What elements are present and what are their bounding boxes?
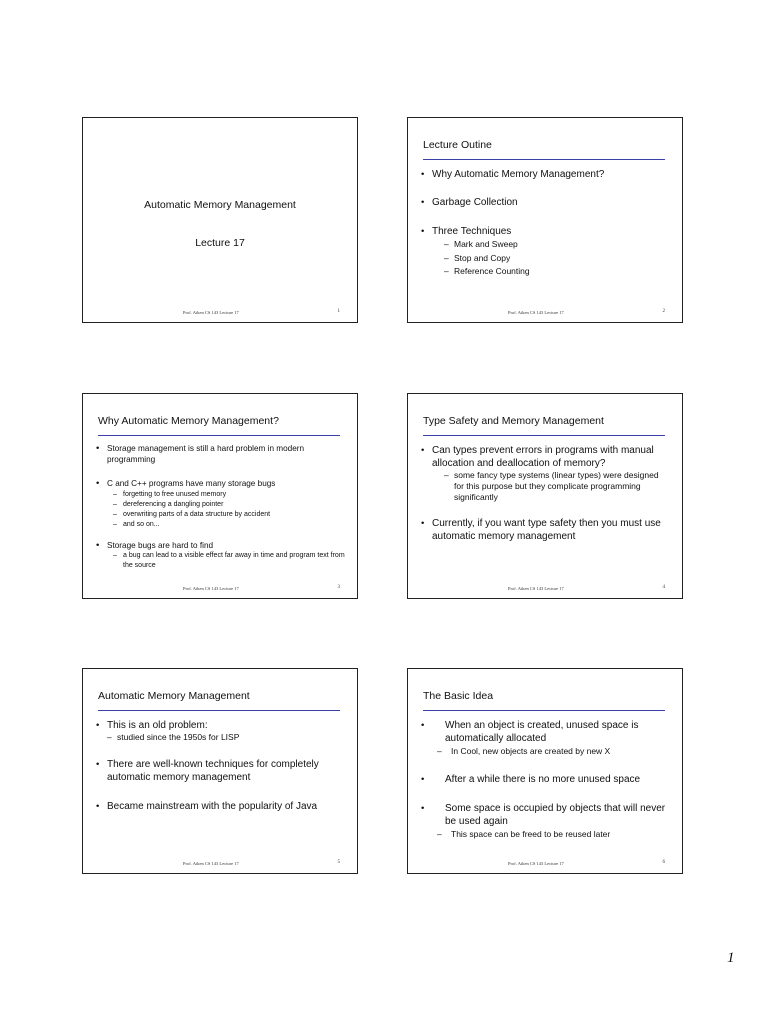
slide-number: 2 — [662, 309, 665, 314]
bullet-dot: • — [421, 197, 425, 208]
sub-bullet-item: – Stop and Copy — [421, 252, 670, 266]
bullet-text: Became mainstream with the popularity of Java — [107, 801, 318, 812]
sub-bullet-item: – In Cool, new objects are created by new X — [421, 745, 670, 757]
bullet-text: C and C++ programs have many storage bugs — [107, 479, 276, 488]
slide-footer: Prof. Aiken CS 143 Lecture 17 — [508, 310, 564, 315]
sub-bullet-text: a bug can lead to a visible effect far away in time and program text from the source — [123, 552, 345, 569]
title-rule — [423, 710, 665, 711]
bullet-text: Why Automatic Memory Management? — [432, 169, 605, 180]
sub-bullet-item: – Mark and Sweep — [421, 238, 670, 252]
bullet-text: After a while there is no more unused space — [445, 774, 641, 785]
bullet-item — [96, 719, 345, 732]
slide-5 — [82, 668, 358, 874]
bullet-dot: • — [96, 720, 100, 731]
bullet-item — [421, 773, 670, 786]
sub-bullet-text: some fancy type systems (linear types) were designed for this purpose but they complicate programming significantly — [454, 470, 659, 502]
slide-number: 1 — [337, 309, 340, 314]
bullet-item — [421, 225, 670, 238]
bullet-text: Garbage Collection — [432, 197, 518, 208]
sub-bullet-text: Reference Counting — [454, 266, 530, 276]
bullet-item — [96, 758, 345, 784]
slide-subtitle: Lecture 17 — [195, 237, 245, 249]
bullet-item — [96, 541, 345, 552]
sub-bullet-item: – This space can be freed to be reused later — [421, 828, 670, 840]
slide-content — [421, 444, 670, 543]
slide-content — [421, 719, 670, 840]
slide-title: Automatic Memory Management — [98, 690, 250, 702]
slide-content — [96, 719, 345, 813]
sub-bullet-text: and so on... — [123, 520, 160, 528]
bullet-text: Storage management is still a hard problem in modern programming — [107, 444, 305, 464]
bullet-dot: • — [421, 445, 425, 456]
slide-footer: Prof. Aiken CS 143 Lecture 17 — [183, 861, 239, 866]
slide-number: 5 — [337, 860, 340, 865]
bullet-dot: • — [96, 443, 100, 454]
slide-footer: Prof. Aiken CS 143 Lecture 17 — [508, 586, 564, 591]
slide-2 — [407, 117, 683, 323]
sub-bullet-item: – forgetting to free unused memory — [96, 490, 345, 500]
slide-number: 6 — [662, 860, 665, 865]
slide-title: Lecture Outine — [423, 139, 492, 151]
slide-content — [96, 444, 345, 571]
bullet-item — [421, 719, 670, 745]
sub-bullet-text: forgetting to free unused memory — [123, 490, 227, 498]
slide-title: Why Automatic Memory Management? — [98, 415, 279, 427]
title-rule — [423, 435, 665, 436]
slide-1 — [82, 117, 358, 323]
sub-bullet-text: studied since the 1950s for LISP — [117, 732, 240, 742]
bullet-text: There are well-known techniques for completely automatic memory management — [107, 759, 319, 783]
bullet-item — [421, 196, 670, 209]
bullet-item — [421, 444, 670, 470]
bullet-item — [96, 444, 345, 465]
bullet-text: Three Techniques — [432, 226, 512, 237]
slide-footer: Prof. Aiken CS 143 Lecture 17 — [508, 861, 564, 866]
bullet-item — [96, 479, 345, 490]
bullet-text: Some space is occupied by objects that will never be used again — [445, 803, 666, 827]
bullet-text: Storage bugs are hard to find — [107, 540, 214, 550]
slide-number: 4 — [662, 585, 665, 590]
sub-bullet-item: – some fancy type systems (linear types) were designed for this purpose but they complicate programming significantly — [421, 470, 670, 503]
sub-bullet-text: overwriting parts of a data structure by accident — [123, 510, 271, 518]
bullet-item — [421, 168, 670, 181]
bullet-text: When an object is created, unused space is automatically allocated — [445, 720, 639, 744]
bullet-dot: • — [421, 518, 425, 529]
slide-number: 3 — [337, 585, 340, 590]
bullet-text: Currently, if you want type safety then you must use automatic memory management — [432, 518, 661, 542]
page-number: 1 — [727, 950, 735, 966]
bullet-dot: • — [421, 774, 425, 785]
sub-bullet-text: dereferencing a dangling pointer — [123, 500, 224, 508]
sub-bullet-item: – and so on... — [96, 520, 345, 530]
title-rule — [98, 710, 340, 711]
bullet-dot: • — [421, 169, 425, 180]
slide-6 — [407, 668, 683, 874]
bullet-dot: • — [96, 539, 100, 551]
bullet-dot: • — [421, 720, 425, 731]
sub-bullet-item: – a bug can lead to a visible effect far away in time and program text from the source — [113, 552, 345, 569]
slide-title: Automatic Memory Management — [144, 199, 296, 211]
slide-4 — [407, 393, 683, 599]
sub-bullet-text: In Cool, new objects are created by new X — [451, 746, 611, 756]
slide-footer: Prof. Aiken CS 143 Lecture 17 — [183, 586, 239, 591]
bullet-dot: • — [96, 801, 100, 812]
sub-bullet-text: Mark and Sweep — [454, 239, 518, 249]
slide-content — [421, 168, 670, 279]
sub-bullet-item: – dereferencing a dangling pointer — [96, 500, 345, 510]
bullet-item — [96, 800, 345, 813]
sub-bullet-text: This space can be freed to be reused later — [451, 829, 611, 839]
title-rule — [423, 159, 665, 160]
bullet-dot: • — [96, 478, 100, 489]
sub-bullet-item: – studied since the 1950s for LISP — [96, 732, 345, 743]
slide-3 — [82, 393, 358, 599]
slide-title: The Basic Idea — [423, 690, 494, 702]
sub-bullet-item: – overwriting parts of a data structure by accident — [96, 510, 345, 520]
sub-bullet-item: – Reference Counting — [421, 265, 670, 279]
bullet-text: Can types prevent errors in programs with manual allocation and deallocation of memory? — [432, 445, 654, 469]
slide-footer: Prof. Aiken CS 143 Lecture 17 — [183, 310, 239, 315]
sub-bullet-text: Stop and Copy — [454, 252, 511, 263]
title-rule — [98, 435, 340, 436]
bullet-dot: • — [421, 226, 425, 237]
bullet-dot: • — [421, 803, 425, 814]
bullet-item — [421, 802, 670, 828]
bullet-item — [421, 517, 670, 543]
slide-title: Type Safety and Memory Management — [423, 415, 604, 427]
bullet-text: This is an old problem: — [107, 720, 208, 731]
bullet-dot: • — [96, 759, 100, 770]
